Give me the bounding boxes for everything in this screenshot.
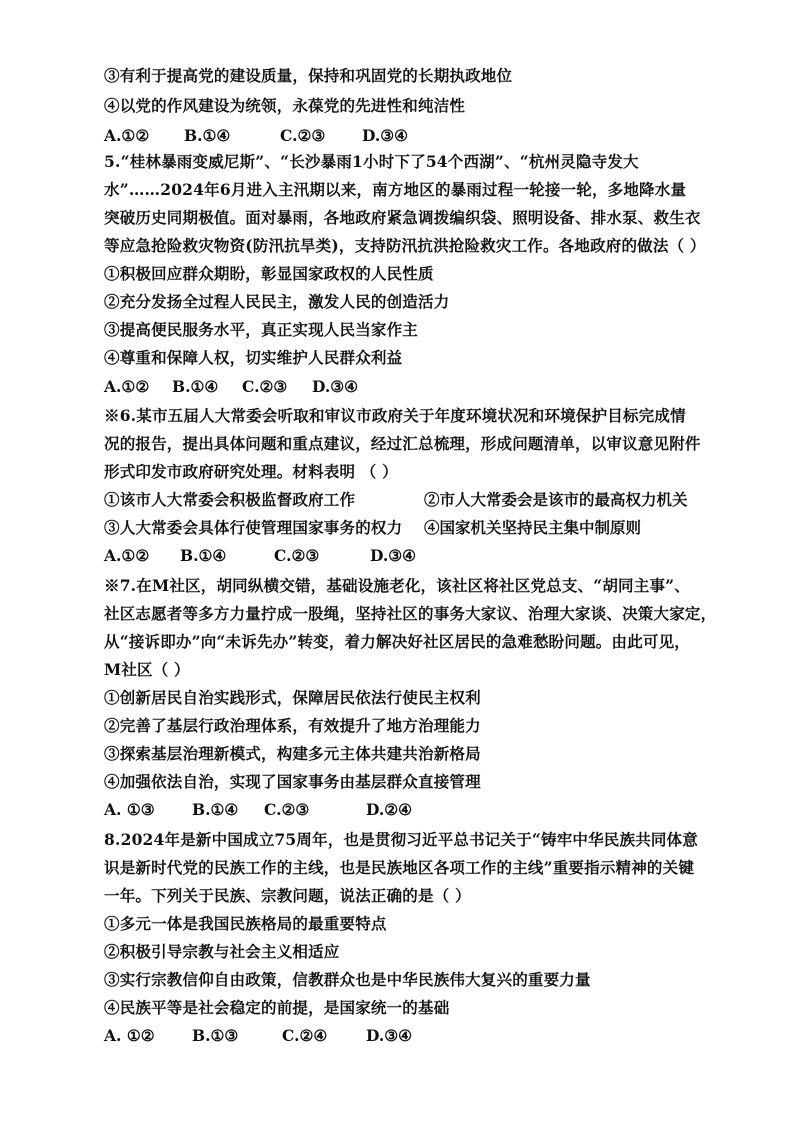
q5-stem-line-3: 突破历史同期极值。面对暴雨，各地政府紧急调拨编织袋、照明设备、排水泵、救生衣	[104, 208, 701, 227]
q7-item-1: ①创新居民自治实践形式，保障居民依法行使民主权利	[104, 688, 481, 707]
q8-stem-line-3: 一年。下列关于民族、宗教问题，说法正确的是（ ）	[104, 886, 471, 905]
q8-item-4: ④民族平等是社会稳定的前提，是国家统一的基础	[104, 998, 450, 1017]
q4-option-c: C.②③	[280, 126, 326, 145]
q8-stem-line-1: 8.2024年是新中国成立75周年，也是贯彻习近平总书记关于“铸牢中华民族共同体意	[104, 830, 699, 849]
q4-option-a: A.①②	[104, 126, 150, 145]
q5-option-d: D.③④	[312, 377, 359, 396]
q8-item-3: ③实行宗教信仰自由政策，信教群众也是中华民族伟大复兴的重要力量	[104, 970, 591, 989]
q5-item-3: ③提高便民服务水平，真正实现人民当家作主	[104, 320, 419, 339]
q7-item-2: ②完善了基层行政治理体系，有效提升了地方治理能力	[104, 716, 481, 735]
q6-item-3: ③人大常委会具体行使管理国家事务的权力	[104, 518, 403, 537]
q4-option-d: D.③④	[362, 126, 409, 145]
q5-option-c: C.②③	[242, 377, 288, 396]
q6-stem-line-3: 形式印发市政府研究处理。材料表明 （ ）	[104, 462, 398, 481]
q8-item-2: ②积极引导宗教与社会主义相适应	[104, 942, 340, 961]
q7-option-a: A. ①③	[104, 800, 155, 819]
q6-stem-line-2: 况的报告，提出具体问题和重点建议，经过汇总梳理，形成问题清单，以审议意见附件	[104, 434, 701, 453]
q7-stem-line-3: 从“接诉即办”向“未诉先办”转变，着力解决好社区居民的急难愁盼问题。由此可见，	[104, 632, 690, 651]
q8-option-b: B.①③	[192, 1026, 239, 1045]
q7-option-b: B.①④	[192, 800, 239, 819]
q5-stem-line-1: 5.“桂林暴雨变威尼斯”、“长沙暴雨1小时下了54个西湖”、“杭州灵隐寺发大	[104, 152, 639, 171]
q8-stem-line-2: 识是新时代党的民族工作的主线，也是民族地区各项工作的主线”重要指示精神的关键	[104, 858, 695, 877]
q5-option-a: A.①②	[104, 377, 150, 396]
q7-item-4: ④加强依法自治，实现了国家事务由基层群众直接管理	[104, 772, 481, 791]
q6-option-b: B.①④	[180, 546, 227, 565]
q5-stem-line-2: 水”……2024年6月进入主汛期以来，南方地区的暴雨过程一轮接一轮，多地降水量	[104, 180, 687, 199]
q8-item-1: ①多元一体是我国民族格局的最重要特点	[104, 914, 387, 933]
q5-item-1: ①积极回应群众期盼，彰显国家政权的人民性质	[104, 264, 434, 283]
q8-option-c: C.②④	[282, 1026, 328, 1045]
q6-option-a: A.①②	[104, 546, 150, 565]
q7-stem-line-4: M社区（ ）	[104, 660, 190, 679]
q7-option-c: C.②③	[264, 800, 310, 819]
q4-option-b: B.①④	[184, 126, 231, 145]
q5-item-2: ②充分发扬全过程人民民主，激发人民的创造活力	[104, 292, 450, 311]
q8-option-a: A. ①②	[104, 1026, 155, 1045]
q5-item-4: ④尊重和保障人权，切实维护人民群众利益	[104, 348, 403, 367]
q7-stem-line-2: 社区志愿者等多方力量拧成一股绳，坚持社区的事务大家议、治理大家谈、决策大家定，	[104, 604, 717, 623]
q6-item-2: ②市人大常委会是该市的最高权力机关	[424, 490, 688, 509]
q7-option-d: D.②④	[366, 800, 413, 819]
q7-item-3: ③探索基层治理新模式，构建多元主体共建共治新格局	[104, 744, 481, 763]
q4-item-4: ④以党的作风建设为统领，永葆党的先进性和纯洁性	[104, 96, 466, 115]
q4-item-3: ③有利于提高党的建设质量，保持和巩固党的长期执政地位	[104, 66, 513, 85]
q5-option-b: B.①④	[172, 377, 219, 396]
q8-option-d: D.③④	[366, 1026, 413, 1045]
q6-option-d: D.③④	[370, 546, 417, 565]
q7-stem-line-1: ※7.在M社区，胡同纵横交错，基础设施老化，该社区将社区党总支、“胡同主事”、	[104, 576, 690, 595]
q5-stem-line-4: 等应急抢险救灾物资(防汛抗旱类)，支持防汛抗洪抢险救灾工作。各地政府的做法（ ）	[104, 236, 706, 255]
q6-item-1: ①该市人大常委会积极监督政府工作	[104, 490, 356, 509]
q6-stem-line-1: ※6.某市五届人大常委会听取和审议市政府关于年度环境状况和环境保护目标完成情	[104, 406, 686, 425]
q6-item-4: ④国家机关坚持民主集中制原则	[424, 518, 642, 537]
q6-option-c: C.②③	[274, 546, 320, 565]
